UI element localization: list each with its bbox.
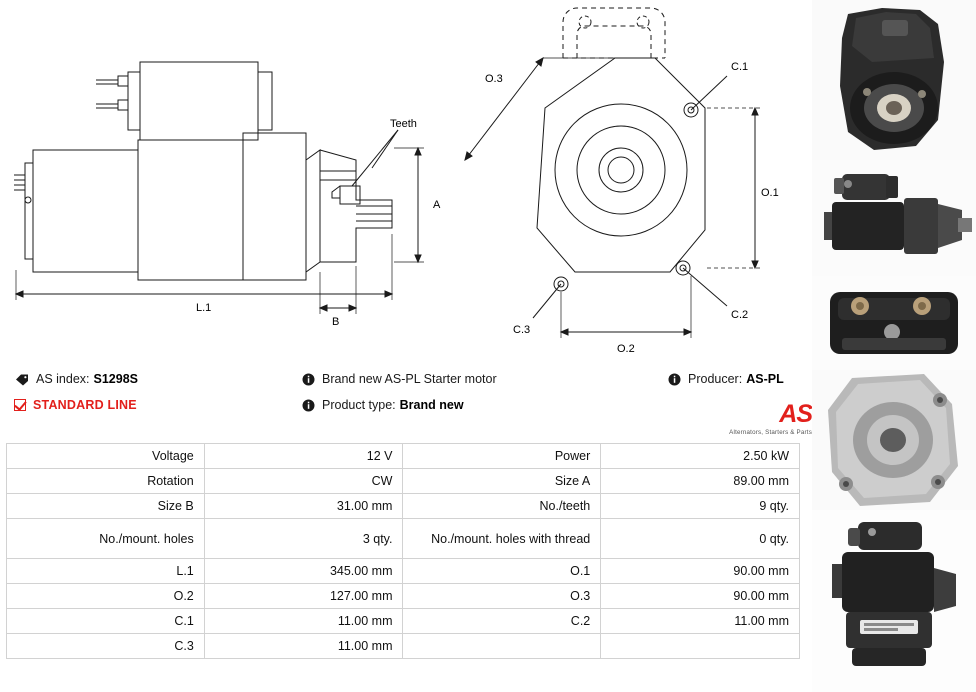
- label-l1: L.1: [196, 302, 212, 314]
- spec-key: O.2: [7, 584, 205, 609]
- spec-key: O.1: [403, 559, 601, 584]
- spec-key: No./mount. holes: [7, 519, 205, 559]
- spec-key: Rotation: [7, 469, 205, 494]
- spec-value: 2.50 kW: [601, 444, 800, 469]
- table-row: [7, 559, 800, 584]
- tag-icon: [14, 372, 30, 386]
- spec-key: C.1: [7, 609, 205, 634]
- technical-drawings: [0, 0, 812, 362]
- spec-empty-cell: [403, 634, 601, 659]
- standard-line-label: STANDARD LINE: [33, 398, 137, 412]
- spec-key: No./mount. holes with thread: [403, 519, 601, 559]
- table-row: [7, 634, 800, 659]
- product-type-label: Product type:: [322, 398, 396, 412]
- starter-photo-solenoid-terminals[interactable]: [812, 276, 976, 370]
- product-photos: [812, 0, 976, 692]
- info-column-description: [300, 366, 660, 418]
- info-column-producer: [666, 366, 812, 392]
- spec-value: 31.00 mm: [204, 494, 403, 519]
- starter-photo-mounting-flange[interactable]: [812, 370, 976, 510]
- brand-logo: [692, 402, 812, 436]
- label-c1: C.1: [731, 61, 749, 73]
- spec-key: No./teeth: [403, 494, 601, 519]
- spec-empty-cell: [601, 634, 800, 659]
- standard-line-row: [14, 392, 304, 418]
- table-row: [7, 494, 800, 519]
- spec-value: 89.00 mm: [601, 469, 800, 494]
- spec-value: 127.00 mm: [204, 584, 403, 609]
- description-row: [300, 366, 660, 392]
- spec-key: C.3: [7, 634, 205, 659]
- spec-value: 11.00 mm: [204, 634, 403, 659]
- spec-value: 0 qty.: [601, 519, 800, 559]
- spec-value: 11.00 mm: [204, 609, 403, 634]
- table-row: [7, 519, 800, 559]
- spec-value: 345.00 mm: [204, 559, 403, 584]
- spec-key: L.1: [7, 559, 205, 584]
- table-row: [7, 584, 800, 609]
- drawing-side-view: [0, 0, 455, 362]
- spec-key: Power: [403, 444, 601, 469]
- label-teeth: Teeth: [390, 118, 417, 130]
- producer-label: Producer:: [688, 372, 743, 386]
- label-c3: C.3: [513, 324, 531, 336]
- table-row: [7, 609, 800, 634]
- info-icon: [300, 398, 316, 412]
- table-row: [7, 444, 800, 469]
- check-icon: [14, 399, 26, 411]
- spec-key: Size A: [403, 469, 601, 494]
- label-o3: O.3: [485, 73, 503, 85]
- spec-key: C.2: [403, 609, 601, 634]
- brand-logo-text: AS: [779, 400, 812, 428]
- spec-value: 11.00 mm: [601, 609, 800, 634]
- starter-photo-side-black[interactable]: [812, 160, 976, 276]
- description-label: Brand new AS-PL Starter motor: [322, 372, 497, 386]
- spec-value: 9 qty.: [601, 494, 800, 519]
- as-index-value: S1298S: [93, 372, 138, 386]
- as-index-label: AS index:: [36, 372, 90, 386]
- product-type-row: [300, 392, 660, 418]
- spec-key: O.3: [403, 584, 601, 609]
- drawing-front-view: [455, 0, 812, 362]
- product-type-value: Brand new: [399, 398, 464, 412]
- spec-key: Voltage: [7, 444, 205, 469]
- brand-tagline: Alternators, Starters & Parts: [729, 429, 812, 436]
- spec-value: 12 V: [204, 444, 403, 469]
- table-row: [7, 469, 800, 494]
- starter-photo-angled-view[interactable]: [812, 510, 976, 692]
- label-size-b: B: [332, 316, 340, 328]
- label-c2: C.2: [731, 309, 749, 321]
- spec-key: Size B: [7, 494, 205, 519]
- label-o2: O.2: [617, 343, 635, 355]
- label-o1: O.1: [761, 187, 779, 199]
- spec-value: CW: [204, 469, 403, 494]
- info-icon: [300, 372, 316, 386]
- product-info-bar: [0, 366, 812, 440]
- specifications-table: [6, 443, 800, 659]
- label-size-a: A: [433, 199, 441, 211]
- starter-photo-front-face[interactable]: [812, 0, 976, 160]
- producer-value: AS-PL: [746, 372, 784, 386]
- producer-row: [666, 366, 812, 392]
- info-icon: [666, 372, 682, 386]
- spec-value: 3 qty.: [204, 519, 403, 559]
- spec-value: 90.00 mm: [601, 559, 800, 584]
- as-index-row: [14, 366, 304, 392]
- spec-value: 90.00 mm: [601, 584, 800, 609]
- info-column-index: [14, 366, 304, 418]
